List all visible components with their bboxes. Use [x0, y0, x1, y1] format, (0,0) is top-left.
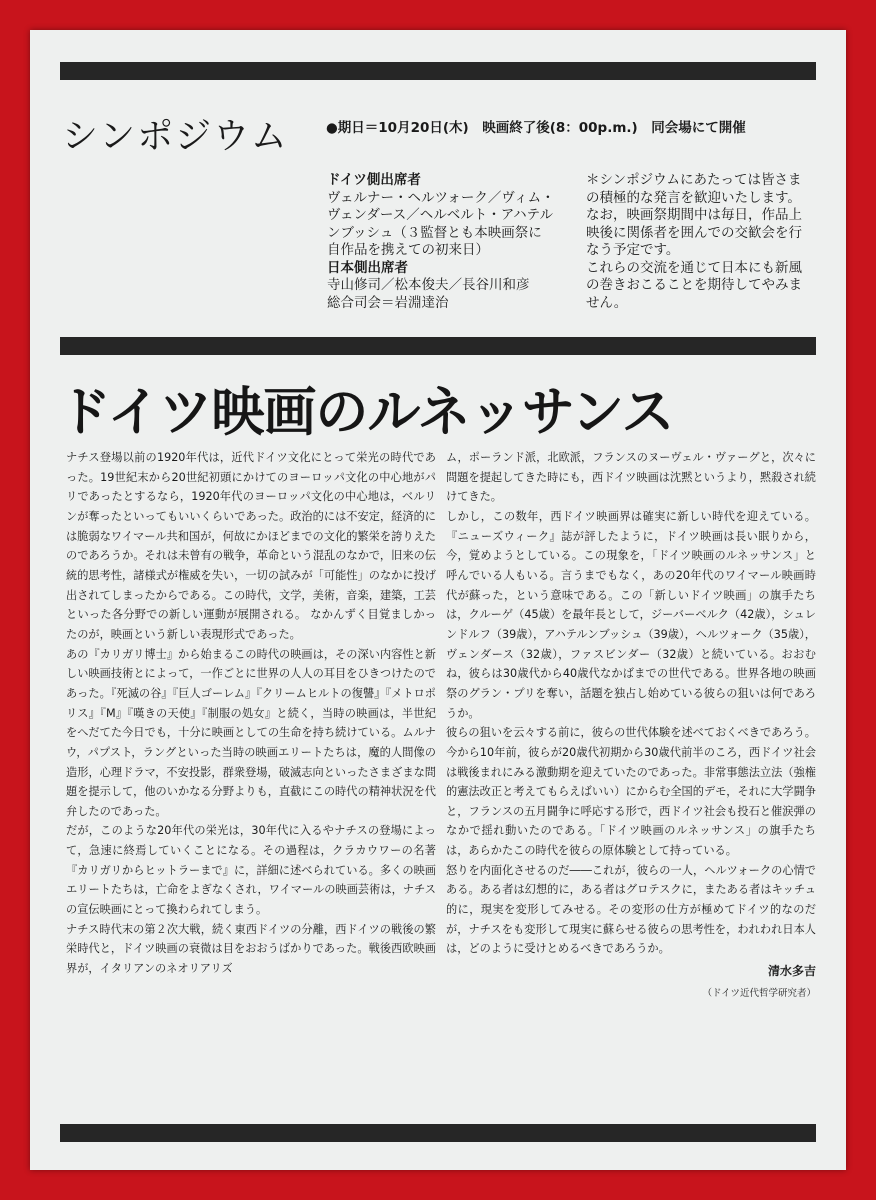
article-headline: ドイツ映画のルネッサンス — [58, 382, 674, 443]
article-left-column — [66, 448, 436, 979]
symposium-date-line: ●期日＝10月20日(木) 映画終了後(8：00p.m.) 同会場にて開催 — [326, 120, 746, 136]
article-paragraph: だが，このような20年代の栄光は，30年代に入るやナチスの登場によって，急速に終焉していくことになる。その過程は，クラカウワーの名著『カリガリからヒットラーまで』に，詳細に述べられている。多くの映画エリートたちは，亡命をよぎなくされ，ワイマールの映画芸術は，ナチスの宣伝映画にとって換わられてしまう。 — [66, 824, 436, 917]
bottom-divider-bar — [60, 1124, 816, 1142]
note-paragraph: ＊シンポジウムにあたっては皆さまの積極的な発言を歓迎いたします。なお，映画祭期間中は毎日，作品上映後に関係者を囲んでの交歓会を行なう予定です。 — [586, 172, 802, 258]
article-paragraph: 怒りを内面化させるのだ――これが，彼らの一人，ヘルツォークの心情である。ある者は幻想的に，ある者はグロテスクに，またある者はキッチュ的に，現実を変形してみせる。その変形の仕方が極めてドイツ的なのだが，ナチスをも変形して現実に蘇らせる彼らの思考性を，われわれ日本人は，どのように受けとめるべきであろうか。 — [446, 863, 816, 956]
german-participants-names: ヴェルナー・ヘルツォーク／ヴィム・ヴェンダース／ヘルベルト・アハテルンブッシュ（３監督とも本映画祭に自作品を携えての初来日） — [327, 189, 555, 258]
article-right-column — [446, 448, 816, 1003]
article-author: 清水多吉 — [767, 964, 816, 979]
middle-divider-bar — [60, 337, 816, 355]
participants-block — [327, 172, 555, 312]
article-author-title: （ドイツ近代哲学研究者） — [702, 987, 816, 999]
article-paragraph: ム，ポーランド派，北欧派，フランスのヌーヴェル・ヴァーグと，次々に問題を提起してきた時にも，西ドイツ映画は沈黙というより，黙殺され続けてきた。 — [446, 451, 816, 504]
moderator-line: 総合司会＝岩淵達治 — [327, 294, 449, 311]
article-paragraph: 彼らの狙いを云々する前に，彼らの世代体験を述べておくべきであろう。今から10年前，彼らが20歳代初期から30歳代前半のころ，西ドイツ社会は戦後まれにみる激動期を迎えていたのであった。非常事態法立法（強権的憲法改正と考えてもらえばいい）にからむ全国的デモ，それに大学闘争と，フランスの五月闘争に呼応する形で，西ドイツ社会も投石と催涙弾のなかで揺れ動いたのである。「ドイツ映画のルネッサンス」の旗手たちは，あらかたこの時代を彼らの原体験として持っている。 — [446, 726, 816, 858]
symposium-note — [586, 172, 814, 312]
symposium-title: シンポジウム — [62, 116, 289, 157]
german-participants-heading: ドイツ側出席者 — [327, 172, 421, 188]
japan-participants-names: 寺山修司／松本俊夫／長谷川和彦 — [327, 277, 530, 293]
top-divider-bar — [60, 62, 816, 80]
article-paragraph: あの『カリガリ博士』から始まるこの時代の映画は，その深い内容性と新しい映画技術とによって，一作ごとに世界の人人の耳目をひきつけたのであった。『死滅の谷』『巨人ゴーレム』『クリームヒルトの復讐』『メトロポリス』『M』『嘆きの天使』『制服の処女』と続く，当時の映画は，半世紀をへだてた今日でも，十分に映画としての生命を持ち続けている。ムルナウ，パプスト，ラングといった当時の映画エリートたちは，魔的人間像の造形，心理ドラマ，不安投影，群衆登場，破滅志向といったさまざまな問題を提示して，他のいかなる分野よりも，直截にこの時代の精神状況を代弁したのであった。 — [66, 647, 436, 818]
article-paragraph: しかし，この数年，西ドイツ映画界は確実に新しい時代を迎えている。『ニューズウィーク』誌が評したように，ドイツ映画は長い眠りから，今，覚めようとしている。この現象を，「ドイツ映画のルネッサンス」と呼んでいる人もいる。言うまでもなく，あの20年代のワイマール映画時代が蘇った，という意味である。この「新しいドイツ映画」の旗手たちは，クルーゲ（45歳）を最年長として，ジーバーベルク（42歳），シュレンドルフ（39歳），アハテルンブッシュ（39歳），ヘルツォーク（35歳），ヴェンダース（32歳），ファスビンダー（32歳）と続いている。おおむね，彼らは30歳代から40歳代なかばまでの世代である。世界各地の映画祭のグラン・プリを奪い，話題を独占し始めている彼らの狙いは何であろうか。 — [446, 509, 816, 720]
note-paragraph: これらの交流を通じて日本にも新風の巻きおこることを期待してやみません。 — [586, 259, 802, 311]
japan-participants-heading: 日本側出席者 — [327, 259, 408, 276]
flyer-sheet — [30, 30, 846, 1170]
article-paragraph: ナチス登場以前の1920年代は，近代ドイツ文化にとって栄光の時代であった。19世紀末から20世紀初頭にかけてのヨーロッパ文化の中心地がパリであったとするなら，1920年代のヨーロッパ文化の中心地は，ベルリンが奪ったといってもいいくらいであった。政治的には不安定，経済的には脆弱なワイマール共和国が，何故にかほどまでの文化的繁栄を誇りえたのであろうか。それは未曾有の戦争，革命という混乱のなかで，旧来の伝統的思考性，諸様式が権威を失い，一切の試みが「可能性」のなかに投げ出されてしまったからである。この時代，文学，美術，音楽，建築，工芸といった各分野での新しい運動が展開される。 なかんずく目覚ましかったのが，映画という新しい表現形式であった。 — [66, 451, 436, 641]
article-paragraph: ナチス時代末の第２次大戦，続く東西ドイツの分離，西ドイツの戦後の繁栄時代と，ドイツ映画の衰微は目をおおうばかりであった。戦後西欧映画界が，イタリアンのネオリアリズ — [66, 922, 436, 976]
